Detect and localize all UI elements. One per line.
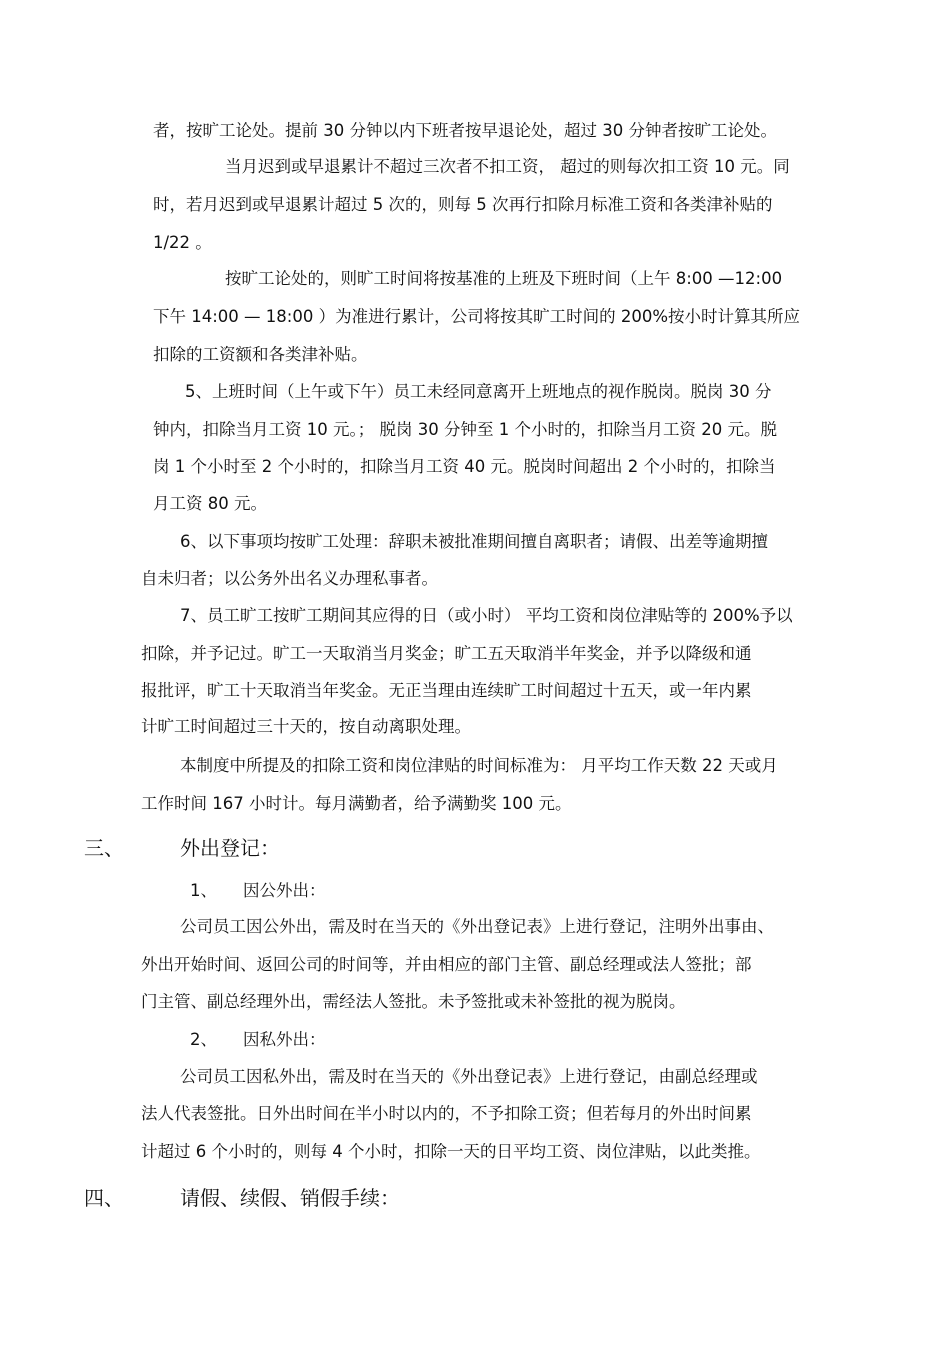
paragraph-line: 工作时间 167 小时计。每月满勤者，给予满勤奖 100 元。 bbox=[141, 794, 572, 813]
paragraph-line: 1/22 。 bbox=[153, 233, 212, 252]
section-title: 外出登记： bbox=[180, 836, 280, 860]
paragraph-line: 本制度中所提及的扣除工资和岗位津贴的时间标准为： 月平均工作天数 22 天或月 bbox=[180, 756, 778, 775]
paragraph-line: 岗 1 个小时至 2 个小时的，扣除当月工资 40 元。脱岗时间超出 2 个小时的，扣除当 bbox=[153, 457, 776, 476]
subsection-number: 2、 bbox=[190, 1030, 217, 1049]
paragraph-line: 计超过 6 个小时的，则每 4 个小时，扣除一天的日平均工资、岗位津贴，以此类推。 bbox=[141, 1142, 761, 1161]
paragraph-line: 当月迟到或早退累计不超过三次者不扣工资， 超过的则每次扣工资 10 元。同 bbox=[225, 157, 790, 176]
paragraph-line: 法人代表签批。日外出时间在半小时以内的，不予扣除工资；但若每月的外出时间累 bbox=[141, 1104, 752, 1123]
paragraph-line: 外出开始时间、返回公司的时间等，并由相应的部门主管、副总经理或法人签批；部 bbox=[141, 955, 752, 974]
paragraph-line: 者，按旷工论处。提前 30 分钟以内下班者按早退论处，超过 30 分钟者按旷工论处。 bbox=[153, 121, 777, 140]
section-title: 请假、续假、销假手续： bbox=[180, 1186, 400, 1210]
paragraph-line: 公司员工因公外出，需及时在当天的《外出登记表》上进行登记，注明外出事由、 bbox=[180, 917, 774, 936]
paragraph-line: 门主管、副总经理外出，需经法人签批。未予签批或未补签批的视为脱岗。 bbox=[141, 992, 686, 1011]
paragraph-line: 7、员工旷工按旷工期间其应得的日（或小时） 平均工资和岗位津贴等的 200%予以 bbox=[180, 606, 793, 625]
subsection-title: 因私外出： bbox=[243, 1030, 326, 1049]
paragraph-line: 扣除的工资额和各类津补贴。 bbox=[153, 345, 368, 364]
paragraph-line: 扣除，并予记过。旷工一天取消当月奖金；旷工五天取消半年奖金，并予以降级和通 bbox=[141, 644, 752, 663]
section-number: 三、 bbox=[84, 836, 124, 860]
section-number: 四、 bbox=[84, 1186, 124, 1210]
paragraph-line: 自未归者；以公务外出名义办理私事者。 bbox=[141, 569, 438, 588]
subsection-title: 因公外出： bbox=[243, 881, 326, 900]
paragraph-line: 报批评，旷工十天取消当年奖金。无正当理由连续旷工时间超过十五天，或一年内累 bbox=[141, 681, 752, 700]
subsection-number: 1、 bbox=[190, 881, 217, 900]
paragraph-line: 公司员工因私外出，需及时在当天的《外出登记表》上进行登记，由副总经理或 bbox=[180, 1067, 758, 1086]
paragraph-line: 钟内，扣除当月工资 10 元。； 脱岗 30 分钟至 1 个小时的，扣除当月工资 20 元。脱 bbox=[153, 420, 777, 439]
paragraph-line: 按旷工论处的，则旷工时间将按基准的上班及下班时间（上午 8:00 —12:00 bbox=[225, 269, 783, 288]
paragraph-line: 月工资 80 元。 bbox=[153, 494, 267, 513]
paragraph-line: 5、上班时间（上午或下午）员工未经同意离开上班地点的视作脱岗。脱岗 30 分 bbox=[185, 382, 772, 401]
paragraph-line: 下午 14:00 — 18:00 ）为准进行累计，公司将按其旷工时间的 200%按小时计算其所应 bbox=[153, 307, 800, 326]
paragraph-line: 时，若月迟到或早退累计超过 5 次的，则每 5 次再行扣除月标准工资和各类津补贴的 bbox=[153, 195, 773, 214]
paragraph-line: 6、以下事项均按旷工处理：辞职未被批准期间擅自离职者；请假、出差等逾期擅 bbox=[180, 532, 768, 551]
paragraph-line: 计旷工时间超过三十天的，按自动离职处理。 bbox=[141, 717, 471, 736]
